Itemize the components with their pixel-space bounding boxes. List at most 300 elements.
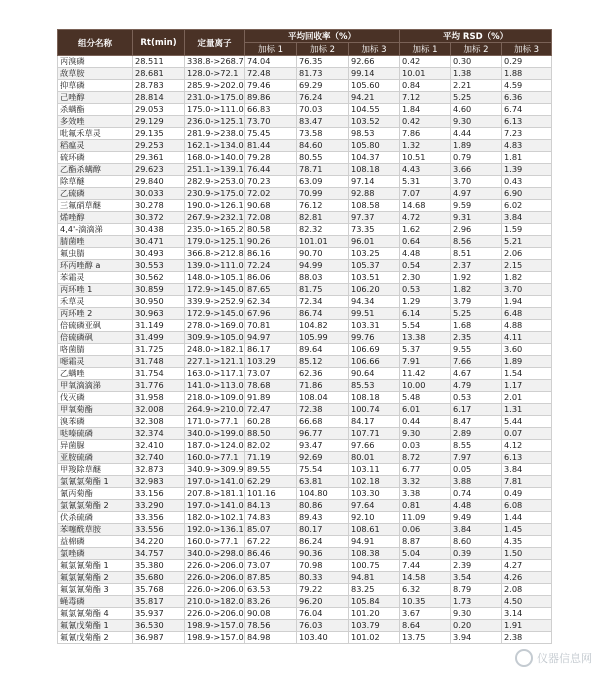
cell-rsd-3: 6.48: [502, 308, 552, 320]
cell-rsd-3: 3.60: [502, 344, 552, 356]
cell-recovery-2: 70.99: [297, 188, 349, 200]
table-row: [58, 68, 552, 80]
cell-rsd-1: 6.01: [400, 404, 451, 416]
cell-rsd-3: 1.81: [502, 152, 552, 164]
cell-rsd-2: 2.35: [451, 332, 502, 344]
cell-rsd-1: 3.67: [400, 608, 451, 620]
cell-compound: 禾草灵: [58, 296, 133, 308]
cell-recovery-2: 75.54: [297, 464, 349, 476]
cell-recovery-2: 71.86: [297, 380, 349, 392]
table-row: [58, 572, 552, 584]
cell-recovery-3: 102.18: [349, 476, 400, 488]
cell-compound: 甲氧菊酯: [58, 404, 133, 416]
cell-rt: 31.499: [133, 332, 185, 344]
cell-rt: 30.553: [133, 260, 185, 272]
cell-recovery-1: 81.44: [245, 140, 297, 152]
cell-recovery-2: 93.47: [297, 440, 349, 452]
cell-recovery-2: 85.12: [297, 356, 349, 368]
cell-rsd-3: 6.74: [502, 104, 552, 116]
cell-rsd-1: 3.38: [400, 488, 451, 500]
cell-rt: 30.859: [133, 284, 185, 296]
cell-rsd-1: 5.37: [400, 344, 451, 356]
cell-recovery-1: 67.22: [245, 536, 297, 548]
cell-ion: 192.0->136.1: [185, 524, 245, 536]
cell-recovery-1: 62.34: [245, 296, 297, 308]
cell-recovery-2: 82.81: [297, 212, 349, 224]
cell-recovery-3: 103.79: [349, 620, 400, 632]
table-row: [58, 56, 552, 68]
cell-rsd-3: 1.17: [502, 380, 552, 392]
cell-recovery-2: 80.17: [297, 524, 349, 536]
cell-ion: 163.0->117.1: [185, 368, 245, 380]
cell-recovery-2: 108.04: [297, 392, 349, 404]
cell-recovery-2: 81.73: [297, 68, 349, 80]
cell-rsd-1: 8.87: [400, 536, 451, 548]
cell-rsd-2: 1.73: [451, 596, 502, 608]
cell-recovery-2: 80.33: [297, 572, 349, 584]
cell-rsd-3: 1.31: [502, 404, 552, 416]
cell-ion: 267.9->232.1: [185, 212, 245, 224]
cell-recovery-2: 72.34: [297, 296, 349, 308]
cell-ion: 190.0->126.1: [185, 200, 245, 212]
cell-recovery-1: 74.83: [245, 512, 297, 524]
cell-rsd-2: 2.89: [451, 428, 502, 440]
cell-rsd-3: 4.35: [502, 536, 552, 548]
cell-recovery-3: 92.88: [349, 188, 400, 200]
cell-compound: 氟氯氰菊酯 1: [58, 560, 133, 572]
cell-recovery-2: 88.03: [297, 272, 349, 284]
cell-recovery-3: 103.31: [349, 320, 400, 332]
cell-recovery-1: 87.65: [245, 284, 297, 296]
cell-rt: 29.361: [133, 152, 185, 164]
cell-compound: 乙酯杀螨醇: [58, 164, 133, 176]
cell-rsd-1: 8.64: [400, 620, 451, 632]
cell-compound: 溴苯磷: [58, 416, 133, 428]
cell-compound: 氟氯氰菊酯 4: [58, 608, 133, 620]
cell-rt: 32.008: [133, 404, 185, 416]
cell-rt: 31.725: [133, 344, 185, 356]
cell-recovery-3: 92.66: [349, 56, 400, 68]
cell-rt: 31.748: [133, 356, 185, 368]
cell-rt: 30.963: [133, 308, 185, 320]
cell-rt: 29.840: [133, 176, 185, 188]
cell-rsd-2: 9.30: [451, 608, 502, 620]
cell-rsd-2: 9.55: [451, 344, 502, 356]
recovery-rsd-table: [57, 29, 552, 644]
cell-rt: 33.356: [133, 512, 185, 524]
cell-recovery-2: 70.98: [297, 560, 349, 572]
cell-rsd-1: 0.06: [400, 524, 451, 536]
cell-compound: 腈菌唑: [58, 236, 133, 248]
cell-rsd-1: 0.64: [400, 236, 451, 248]
table-row: [58, 332, 552, 344]
cell-rsd-3: 1.88: [502, 68, 552, 80]
watermark: [515, 649, 592, 667]
cell-compound: 蝇毒磷: [58, 596, 133, 608]
cell-rsd-2: 4.97: [451, 188, 502, 200]
cell-compound: 氟虫腈: [58, 248, 133, 260]
cell-rt: 29.053: [133, 104, 185, 116]
cell-rsd-1: 0.44: [400, 416, 451, 428]
header-rsd-group: 平均 RSD（%）: [400, 30, 552, 43]
cell-recovery-3: 103.52: [349, 116, 400, 128]
cell-rt: 35.937: [133, 608, 185, 620]
cell-rsd-2: 1.68: [451, 320, 502, 332]
table-row: [58, 428, 552, 440]
table-row: [58, 464, 552, 476]
cell-recovery-1: 72.08: [245, 212, 297, 224]
cell-rsd-1: 5.48: [400, 392, 451, 404]
cell-rsd-2: 4.60: [451, 104, 502, 116]
cell-recovery-3: 103.11: [349, 464, 400, 476]
cell-recovery-2: 76.35: [297, 56, 349, 68]
cell-recovery-2: 72.38: [297, 404, 349, 416]
cell-compound: 氰丙菊酯: [58, 488, 133, 500]
cell-rsd-3: 4.11: [502, 332, 552, 344]
cell-recovery-1: 70.81: [245, 320, 297, 332]
cell-rsd-2: 4.79: [451, 380, 502, 392]
cell-rt: 33.156: [133, 488, 185, 500]
cell-compound: 三氟硝草醚: [58, 200, 133, 212]
cell-compound: 硫环磷: [58, 152, 133, 164]
cell-rsd-2: 1.89: [451, 140, 502, 152]
cell-rsd-3: 4.12: [502, 440, 552, 452]
cell-rsd-1: 0.03: [400, 440, 451, 452]
cell-recovery-2: 63.81: [297, 476, 349, 488]
cell-recovery-1: 82.02: [245, 440, 297, 452]
table-row: [58, 92, 552, 104]
cell-recovery-2: 63.09: [297, 176, 349, 188]
cell-recovery-1: 73.07: [245, 560, 297, 572]
table-row: [58, 308, 552, 320]
cell-recovery-1: 66.83: [245, 104, 297, 116]
cell-ion: 235.0->165.2: [185, 224, 245, 236]
cell-recovery-2: 66.68: [297, 416, 349, 428]
cell-rsd-1: 7.12: [400, 92, 451, 104]
cell-compound: 异菌脲: [58, 440, 133, 452]
cell-rsd-2: 8.56: [451, 236, 502, 248]
cell-recovery-1: 85.07: [245, 524, 297, 536]
cell-recovery-1: 72.48: [245, 68, 297, 80]
cell-recovery-2: 78.71: [297, 164, 349, 176]
cell-rsd-1: 1.62: [400, 224, 451, 236]
cell-rsd-1: 0.42: [400, 56, 451, 68]
cell-compound: 抑草磷: [58, 80, 133, 92]
table-row: [58, 356, 552, 368]
table-row: [58, 260, 552, 272]
cell-rsd-1: 10.35: [400, 596, 451, 608]
cell-rt: 35.680: [133, 572, 185, 584]
cell-ion: 340.0->199.0: [185, 428, 245, 440]
cell-recovery-2: 81.75: [297, 284, 349, 296]
cell-recovery-1: 89.55: [245, 464, 297, 476]
cell-rt: 31.149: [133, 320, 185, 332]
cell-rt: 30.493: [133, 248, 185, 260]
cell-recovery-1: 89.86: [245, 92, 297, 104]
cell-rt: 30.438: [133, 224, 185, 236]
cell-rsd-3: 2.08: [502, 584, 552, 596]
cell-rt: 34.757: [133, 548, 185, 560]
cell-recovery-3: 101.02: [349, 632, 400, 644]
cell-compound: 环丙唑醇 a: [58, 260, 133, 272]
cell-recovery-2: 76.03: [297, 620, 349, 632]
cell-rsd-1: 5.31: [400, 176, 451, 188]
cell-recovery-1: 72.02: [245, 188, 297, 200]
cell-ion: 226.0->206.0: [185, 560, 245, 572]
cell-rsd-2: 0.39: [451, 548, 502, 560]
cell-ion: 171.0->77.1: [185, 416, 245, 428]
cell-rsd-2: 2.37: [451, 260, 502, 272]
header-recovery-group: 平均回收率（%）: [245, 30, 400, 43]
cell-recovery-3: 106.20: [349, 284, 400, 296]
cell-rt: 28.814: [133, 92, 185, 104]
cell-ion: 175.0->111.0: [185, 104, 245, 116]
cell-compound: 伐灭磷: [58, 392, 133, 404]
cell-recovery-2: 79.22: [297, 584, 349, 596]
cell-recovery-3: 99.51: [349, 308, 400, 320]
cell-recovery-3: 108.58: [349, 200, 400, 212]
cell-rsd-2: 6.17: [451, 404, 502, 416]
cell-ion: 248.0->182.1: [185, 344, 245, 356]
cell-rsd-1: 10.51: [400, 152, 451, 164]
cell-rsd-3: 1.59: [502, 224, 552, 236]
cell-recovery-1: 90.26: [245, 236, 297, 248]
table-row: [58, 380, 552, 392]
cell-recovery-1: 83.26: [245, 596, 297, 608]
cell-rsd-2: 3.54: [451, 572, 502, 584]
cell-compound: 倍硫磷亚砜: [58, 320, 133, 332]
cell-rsd-1: 4.43: [400, 164, 451, 176]
header-recovery-level-2: 加标 2: [297, 43, 349, 56]
cell-recovery-2: 89.43: [297, 512, 349, 524]
cell-rsd-1: 13.75: [400, 632, 451, 644]
cell-rsd-3: 1.91: [502, 620, 552, 632]
cell-rt: 30.278: [133, 200, 185, 212]
cell-compound: 氟氰戊菊酯 1: [58, 620, 133, 632]
cell-ion: 160.0->77.1: [185, 536, 245, 548]
cell-rsd-2: 5.25: [451, 92, 502, 104]
table-row: [58, 416, 552, 428]
cell-rsd-2: 8.51: [451, 248, 502, 260]
cell-recovery-2: 104.80: [297, 488, 349, 500]
cell-recovery-1: 79.28: [245, 152, 297, 164]
cell-rt: 31.958: [133, 392, 185, 404]
cell-rsd-1: 11.09: [400, 512, 451, 524]
cell-recovery-1: 72.47: [245, 404, 297, 416]
cell-rsd-1: 10.00: [400, 380, 451, 392]
cell-rsd-1: 14.68: [400, 200, 451, 212]
cell-recovery-1: 76.44: [245, 164, 297, 176]
cell-recovery-1: 94.97: [245, 332, 297, 344]
cell-compound: 伏杀硫磷: [58, 512, 133, 524]
cell-recovery-1: 87.85: [245, 572, 297, 584]
cell-recovery-1: 62.29: [245, 476, 297, 488]
cell-recovery-2: 96.77: [297, 428, 349, 440]
cell-compound: 稻瘟灵: [58, 140, 133, 152]
cell-rt: 28.511: [133, 56, 185, 68]
cell-rsd-1: 7.44: [400, 560, 451, 572]
cell-recovery-3: 101.20: [349, 608, 400, 620]
cell-compound: 亚胺硫磷: [58, 452, 133, 464]
cell-recovery-1: 86.17: [245, 344, 297, 356]
table-row: [58, 488, 552, 500]
cell-rsd-3: 1.89: [502, 356, 552, 368]
cell-rsd-3: 0.29: [502, 56, 552, 68]
cell-rsd-2: 1.38: [451, 68, 502, 80]
cell-rsd-2: 3.84: [451, 524, 502, 536]
cell-recovery-3: 85.53: [349, 380, 400, 392]
cell-ion: 198.9->157.0: [185, 620, 245, 632]
table-row: [58, 176, 552, 188]
cell-recovery-1: 70.23: [245, 176, 297, 188]
table-row: [58, 284, 552, 296]
cell-recovery-3: 90.64: [349, 368, 400, 380]
cell-rsd-1: 5.54: [400, 320, 451, 332]
table-row: [58, 212, 552, 224]
table-row: [58, 500, 552, 512]
cell-rsd-3: 4.88: [502, 320, 552, 332]
cell-rsd-2: 9.59: [451, 200, 502, 212]
cell-recovery-1: 103.29: [245, 356, 297, 368]
cell-recovery-2: 89.64: [297, 344, 349, 356]
cell-rsd-3: 2.38: [502, 632, 552, 644]
cell-rsd-2: 5.25: [451, 308, 502, 320]
header-recovery-level-1: 加标 1: [245, 43, 297, 56]
cell-rt: 35.768: [133, 584, 185, 596]
table-row: [58, 404, 552, 416]
cell-ion: 282.9->253.0: [185, 176, 245, 188]
cell-rsd-2: 4.67: [451, 368, 502, 380]
cell-recovery-3: 106.66: [349, 356, 400, 368]
cell-rsd-2: 3.70: [451, 176, 502, 188]
cell-ion: 172.9->145.0: [185, 308, 245, 320]
cell-rsd-3: 6.36: [502, 92, 552, 104]
cell-rsd-1: 8.72: [400, 452, 451, 464]
cell-recovery-3: 108.38: [349, 548, 400, 560]
cell-rt: 36.530: [133, 620, 185, 632]
cell-recovery-2: 76.04: [297, 608, 349, 620]
cell-recovery-1: 86.46: [245, 548, 297, 560]
cell-recovery-3: 98.53: [349, 128, 400, 140]
cell-recovery-2: 90.70: [297, 248, 349, 260]
cell-recovery-2: 76.24: [297, 92, 349, 104]
cell-rsd-1: 0.81: [400, 500, 451, 512]
cell-rsd-3: 4.59: [502, 80, 552, 92]
watermark-text: 仪器信息网: [537, 652, 592, 665]
cell-rsd-2: 9.31: [451, 212, 502, 224]
cell-rsd-1: 0.53: [400, 284, 451, 296]
cell-rt: 29.253: [133, 140, 185, 152]
cell-ion: 172.9->145.0: [185, 284, 245, 296]
cell-recovery-1: 75.45: [245, 128, 297, 140]
table-row: [58, 188, 552, 200]
cell-ion: 207.8->181.1: [185, 488, 245, 500]
cell-recovery-3: 94.34: [349, 296, 400, 308]
cell-rsd-2: 0.74: [451, 488, 502, 500]
cell-ion: 198.9->157.0: [185, 632, 245, 644]
cell-compound: 乙硫磷: [58, 188, 133, 200]
cell-rsd-2: 0.20: [451, 620, 502, 632]
cell-recovery-3: 92.10: [349, 512, 400, 524]
cell-recovery-3: 94.81: [349, 572, 400, 584]
cell-rt: 30.471: [133, 236, 185, 248]
table-row: [58, 392, 552, 404]
cell-recovery-1: 91.89: [245, 392, 297, 404]
cell-recovery-1: 88.50: [245, 428, 297, 440]
cell-compound: 乙螨唑: [58, 368, 133, 380]
table-row: [58, 200, 552, 212]
cell-rt: 35.817: [133, 596, 185, 608]
cell-rsd-2: 0.79: [451, 152, 502, 164]
cell-ion: 309.9->105.0: [185, 332, 245, 344]
cell-rsd-3: 6.13: [502, 116, 552, 128]
cell-rsd-1: 11.42: [400, 368, 451, 380]
cell-compound: 氯氰氯菊酯 2: [58, 500, 133, 512]
cell-ion: 187.0->124.0: [185, 440, 245, 452]
cell-recovery-2: 92.69: [297, 452, 349, 464]
cell-recovery-2: 70.03: [297, 104, 349, 116]
cell-recovery-3: 99.76: [349, 332, 400, 344]
cell-rt: 33.290: [133, 500, 185, 512]
cell-recovery-2: 105.99: [297, 332, 349, 344]
table-row: [58, 296, 552, 308]
cell-ion: 128.0->72.1: [185, 68, 245, 80]
cell-rsd-1: 7.86: [400, 128, 451, 140]
header-ion: 定量离子: [185, 30, 245, 56]
table-row: [58, 524, 552, 536]
cell-ion: 227.1->121.1: [185, 356, 245, 368]
cell-rsd-1: 0.84: [400, 80, 451, 92]
cell-recovery-2: 80.55: [297, 152, 349, 164]
cell-rt: 29.135: [133, 128, 185, 140]
cell-compound: 甲氧滴滴涕: [58, 380, 133, 392]
cell-recovery-1: 78.68: [245, 380, 297, 392]
cell-rsd-1: 10.01: [400, 68, 451, 80]
cell-compound: 苯霜灵: [58, 272, 133, 284]
cell-rsd-2: 9.49: [451, 512, 502, 524]
cell-rsd-3: 3.84: [502, 212, 552, 224]
cell-recovery-3: 105.84: [349, 596, 400, 608]
cell-ion: 197.0->141.0: [185, 500, 245, 512]
table-row: [58, 536, 552, 548]
cell-compound: 氟氯氰菊酯 3: [58, 584, 133, 596]
cell-recovery-1: 79.46: [245, 80, 297, 92]
table-row: [58, 272, 552, 284]
table-row: [58, 512, 552, 524]
cell-rsd-3: 1.82: [502, 272, 552, 284]
cell-rt: 28.783: [133, 80, 185, 92]
cell-recovery-1: 90.68: [245, 200, 297, 212]
cell-recovery-3: 105.80: [349, 140, 400, 152]
cell-recovery-3: 73.35: [349, 224, 400, 236]
table-row: [58, 104, 552, 116]
table-row: [58, 440, 552, 452]
cell-compound: 咯菌腈: [58, 344, 133, 356]
table-row: [58, 248, 552, 260]
cell-recovery-1: 67.96: [245, 308, 297, 320]
cell-ion: 285.9->202.0: [185, 80, 245, 92]
table-row: [58, 344, 552, 356]
cell-compound: 噁霜灵: [58, 356, 133, 368]
cell-rt: 32.740: [133, 452, 185, 464]
cell-rsd-3: 2.01: [502, 392, 552, 404]
cell-rsd-2: 2.21: [451, 80, 502, 92]
cell-recovery-1: 80.58: [245, 224, 297, 236]
cell-recovery-3: 100.74: [349, 404, 400, 416]
header-rt: Rt(min): [133, 30, 185, 56]
cell-rsd-3: 1.50: [502, 548, 552, 560]
cell-rt: 32.873: [133, 464, 185, 476]
